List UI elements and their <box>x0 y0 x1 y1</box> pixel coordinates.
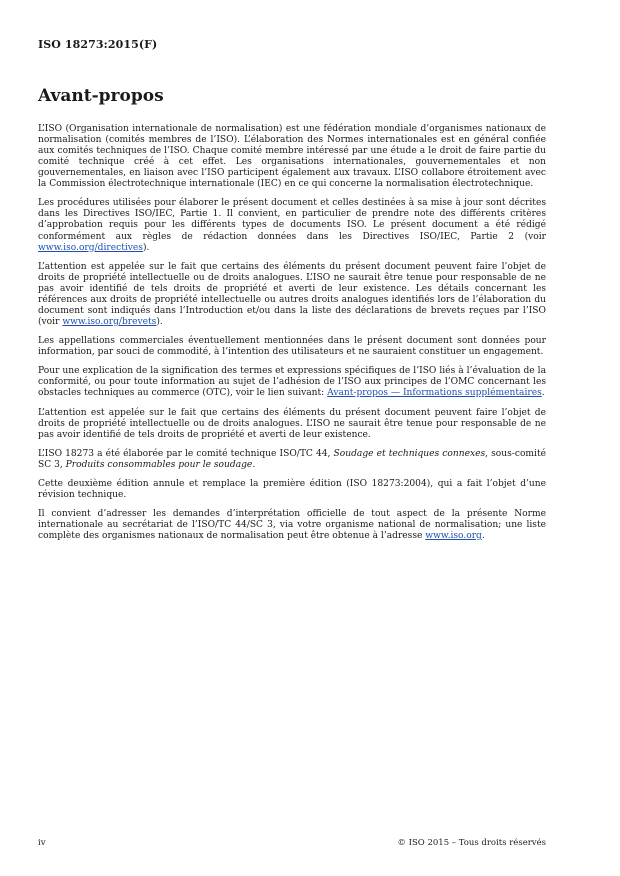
paragraph-interpretation <box>38 509 546 542</box>
paragraph-committee <box>38 449 546 471</box>
subcommittee-title: Produits consommables pour le soudage <box>65 459 253 470</box>
supplementary-info-link[interactable]: Avant-propos — Informations supplémentaires <box>327 388 542 399</box>
paragraph-text: L’ISO 18273 a été élaborée par le comité technique ISO/TC 44, <box>38 448 334 459</box>
paragraph-text: . <box>252 459 256 470</box>
committee-title: Soudage et techniques connexes <box>333 448 486 459</box>
paragraph-trade-names: Les appellations commerciales éventuellement mentionnées dans le présent document sont données pour information, par souci de commodité, à l’intention des utilisateurs et ne sauraient constituer un engagement. <box>38 336 546 358</box>
paragraph-procedures <box>38 198 546 253</box>
iso-website-link[interactable]: www.iso.org <box>425 531 482 542</box>
paragraph-conformity <box>38 366 546 399</box>
paragraph-text: . <box>481 531 485 542</box>
paragraph-text: ). <box>142 242 150 253</box>
directives-link[interactable]: www.iso.org/directives <box>38 242 143 253</box>
paragraph-text: Les procédures utilisées pour élaborer le présent document et celles destinées à sa mise à jour sont décrites dans les Directives ISO/IEC, Partie 1. Il convient, en particulier de prendre note des différents critères d’approbation requis pour les différents types de documents ISO. Le présent document a été rédigé conformément aux règles de rédaction données dans les Directives ISO/IEC, Partie 2 (voir <box>38 198 546 242</box>
copyright-notice: © ISO 2015 – Tous droits réservés <box>397 838 546 848</box>
paragraph-iso-organization: L’ISO (Organisation internationale de normalisation) est une fédération mondiale d’organismes nationaux de normalisation (comités membres de l’ISO). L’élaboration des Normes internationales est en général confiée aux comités techniques de l’ISO. Chaque comité membre intéressé par une étude a le droit de faire partie du comité technique créé à cet effet. Les organisations internationales, gouvernementales et non gouvernementales, en liaison avec l’ISO participent également aux travaux. L’ISO collabore étroitement avec la Commission électrotechnique internationale (IEC) en ce qui concerne la normalisation électrotechnique. <box>38 124 546 190</box>
paragraph-text: ). <box>156 316 163 327</box>
paragraph-edition: Cette deuxième édition annule et remplace la première édition (ISO 18273:2004), qui a fait l’objet d’une révision technique. <box>38 478 546 500</box>
patents-link[interactable]: www.iso.org/brevets <box>62 316 157 327</box>
paragraph-text: . <box>541 388 545 399</box>
document-id-header: ISO 18273:2015(F) <box>38 38 158 51</box>
page-number: iv <box>38 838 46 848</box>
foreword-body <box>38 124 546 550</box>
paragraph-text: Pour une explication de la signification des termes et expressions spécifiques de l’ISO liés à l’évaluation de la conformité, ou pour toute information au sujet de l’adhésion de l’ISO aux principes de l’OMC concernant les obstacles techniques au commerce (OTC), voir le lien suivant: <box>38 366 546 399</box>
paragraph-text: , sous-comité SC 3, <box>38 448 546 470</box>
paragraph-text: Il convient d’adresser les demandes d’interprétation officielle de tout aspect de la présente Norme internationale au secrétariat de l’ISO/TC 44/SC 3, via votre organisme national de normalisation; une liste complète des organismes nationaux de normalisation peut être obtenue à l’adresse <box>38 509 546 542</box>
section-title: Avant-propos <box>38 86 164 106</box>
paragraph-patents <box>38 262 546 328</box>
paragraph-text: L’attention est appelée sur le fait que certains des éléments du présent document peuvent faire l’objet de droits de propriété intellectuelle ou de droits analogues. L’ISO ne saurait être tenue pour responsable de ne pas avoir identifié de tels droits de propriété et averti de leur existence. Les détails concernant les références aux droits de propriété intellectuelle ou autres droits analogues identifiés lors de l’élaboration du document sont indiqués dans l’Introduction et/ou dans la liste des déclarations de brevets reçues par l’ISO (voir <box>38 261 546 327</box>
paragraph-ip-rights: L’attention est appelée sur le fait que certains des éléments du présent document peuvent faire l’objet de droits de propriété intellectuelle ou de droits analogues. L’ISO ne saurait être tenue pour responsable de ne pas avoir identifié de tels droits de propriété et averti de leur existence. <box>38 407 546 440</box>
